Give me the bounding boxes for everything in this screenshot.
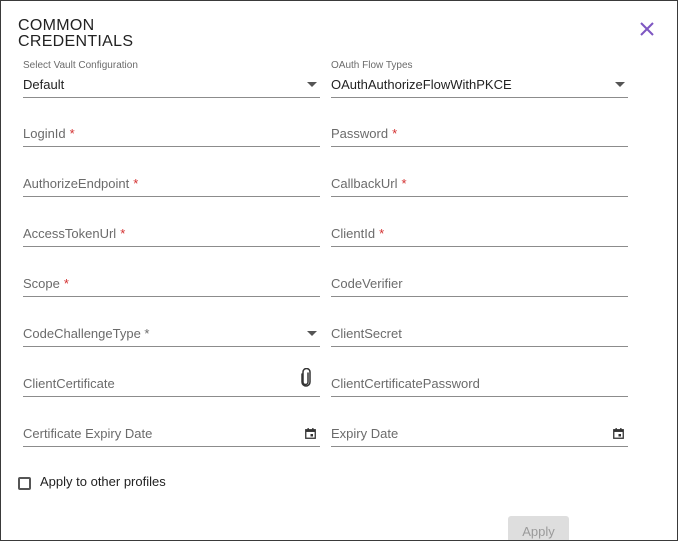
expiry-date-field[interactable] xyxy=(331,416,628,447)
code-challenge-type-placeholder: CodeChallengeType * xyxy=(23,326,150,341)
login-id-placeholder: LoginId xyxy=(23,126,66,141)
checkbox-box[interactable] xyxy=(18,477,31,490)
certificate-expiry-date-placeholder: Certificate Expiry Date xyxy=(23,426,153,441)
client-certificate-password-field[interactable] xyxy=(331,366,628,397)
certificate-expiry-date-field[interactable] xyxy=(23,416,320,447)
required-marker: * xyxy=(392,126,398,141)
client-secret-placeholder: ClientSecret xyxy=(331,326,402,341)
access-token-url-placeholder: AccessTokenUrl xyxy=(23,226,117,241)
client-certificate-field[interactable] xyxy=(23,366,320,397)
code-challenge-type-select[interactable] xyxy=(23,316,320,347)
vault-configuration-select[interactable] xyxy=(23,60,320,98)
password-field[interactable] xyxy=(331,116,628,147)
chevron-down-icon xyxy=(307,331,317,336)
paperclip-icon[interactable] xyxy=(300,368,312,388)
close-button[interactable] xyxy=(637,19,657,39)
required-marker: * xyxy=(120,226,126,241)
required-marker: * xyxy=(133,176,139,191)
client-id-field[interactable] xyxy=(331,216,628,247)
apply-button[interactable]: Apply xyxy=(508,516,569,541)
expiry-date-placeholder: Expiry Date xyxy=(331,426,399,441)
required-marker: * xyxy=(401,176,407,191)
dialog-title xyxy=(18,18,133,50)
code-verifier-placeholder: CodeVerifier xyxy=(331,276,403,291)
chevron-down-icon xyxy=(307,82,317,87)
password-placeholder: Password xyxy=(331,126,389,141)
client-certificate-password-placeholder: ClientCertificatePassword xyxy=(331,376,480,391)
close-icon xyxy=(637,19,657,39)
dialog-title-line1: COMMON xyxy=(18,17,95,34)
calendar-icon[interactable] xyxy=(305,428,316,439)
calendar-icon[interactable] xyxy=(613,428,624,439)
required-marker: * xyxy=(69,126,75,141)
vault-configuration-label: Select Vault Configuration xyxy=(23,60,138,71)
apply-to-other-profiles-label: Apply to other profiles xyxy=(40,474,166,489)
code-verifier-field[interactable] xyxy=(331,266,628,297)
required-marker: * xyxy=(379,226,385,241)
callback-url-placeholder: CallbackUrl xyxy=(331,176,398,191)
oauth-flow-type-select[interactable] xyxy=(331,60,628,98)
oauth-flow-type-value: OAuthAuthorizeFlowWithPKCE xyxy=(331,77,512,92)
client-secret-field[interactable] xyxy=(331,316,628,347)
login-id-field[interactable] xyxy=(23,116,320,147)
chevron-down-icon xyxy=(615,82,625,87)
access-token-url-field[interactable] xyxy=(23,216,320,247)
authorize-endpoint-field[interactable] xyxy=(23,166,320,197)
client-id-placeholder: ClientId xyxy=(331,226,376,241)
client-certificate-placeholder: ClientCertificate xyxy=(23,376,115,391)
vault-configuration-value: Default xyxy=(23,77,65,92)
scope-placeholder: Scope xyxy=(23,276,60,291)
scope-field[interactable] xyxy=(23,266,320,297)
authorize-endpoint-placeholder: AuthorizeEndpoint xyxy=(23,176,130,191)
dialog-title-line2: CREDENTIALS xyxy=(18,33,134,50)
oauth-flow-type-label: OAuth Flow Types xyxy=(331,60,413,71)
callback-url-field[interactable] xyxy=(331,166,628,197)
required-marker: * xyxy=(63,276,69,291)
